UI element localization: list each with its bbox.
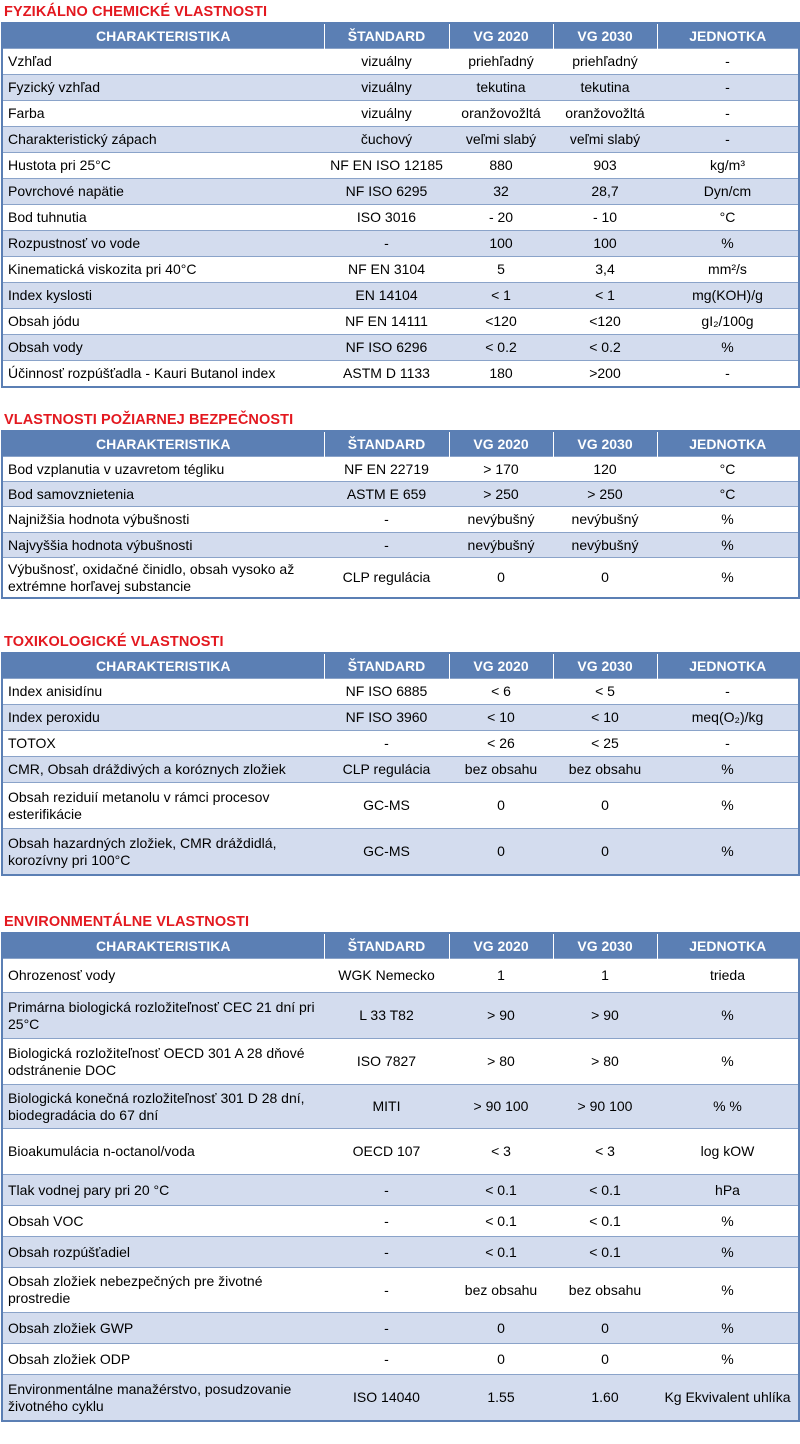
cell-unit: - bbox=[657, 731, 799, 757]
cell-standard: ISO 7827 bbox=[324, 1039, 449, 1085]
table-row bbox=[2, 1039, 799, 1085]
cell-unit: mg(KOH)/g bbox=[657, 283, 799, 309]
cell-characteristic: Výbušnosť, oxidačné činidlo, obsah vysoko až extrémne horľavej substancie bbox=[2, 558, 324, 599]
cell-characteristic: Obsah VOC bbox=[2, 1206, 324, 1237]
cell-vg2030: - 10 bbox=[553, 205, 657, 231]
cell-vg2020: > 80 bbox=[449, 1039, 553, 1085]
cell-vg2020: < 26 bbox=[449, 731, 553, 757]
cell-vg2030: > 250 bbox=[553, 482, 657, 507]
cell-vg2020: < 10 bbox=[449, 705, 553, 731]
cell-standard: CLP regulácia bbox=[324, 558, 449, 599]
table-row bbox=[2, 959, 799, 993]
table-row bbox=[2, 309, 799, 335]
column-header-unit: JEDNOTKA bbox=[657, 23, 799, 49]
table-row bbox=[2, 335, 799, 361]
column-header-vg2020: VG 2020 bbox=[449, 431, 553, 457]
cell-characteristic: Primárna biologická rozložiteľnosť CEC 21 dní pri 25°C bbox=[2, 993, 324, 1039]
table-row bbox=[2, 679, 799, 705]
cell-unit: % bbox=[657, 783, 799, 829]
cell-vg2020: 0 bbox=[449, 558, 553, 599]
section-title: VLASTNOSTI POŽIARNEJ BEZPEČNOSTI bbox=[4, 412, 294, 428]
cell-unit: °C bbox=[657, 205, 799, 231]
table-row bbox=[2, 283, 799, 309]
column-header-standard: ŠTANDARD bbox=[324, 431, 449, 457]
cell-standard: čuchový bbox=[324, 127, 449, 153]
cell-standard: GC-MS bbox=[324, 829, 449, 876]
section-toxicological bbox=[0, 632, 800, 876]
cell-characteristic: Kinematická viskozita pri 40°C bbox=[2, 257, 324, 283]
cell-vg2030: <120 bbox=[553, 309, 657, 335]
cell-vg2020: < 0.1 bbox=[449, 1206, 553, 1237]
cell-characteristic: Účinnosť rozpúšťadla - Kauri Butanol index bbox=[2, 361, 324, 388]
cell-standard: NF ISO 6296 bbox=[324, 335, 449, 361]
cell-vg2030: < 25 bbox=[553, 731, 657, 757]
cell-standard: - bbox=[324, 731, 449, 757]
cell-standard: NF EN ISO 12185 bbox=[324, 153, 449, 179]
cell-vg2020: veľmi slabý bbox=[449, 127, 553, 153]
cell-characteristic: Biologická konečná rozložiteľnosť 301 D 28 dní, biodegradácia do 67 dní bbox=[2, 1085, 324, 1129]
section-title: FYZIKÁLNO CHEMICKÉ VLASTNOSTI bbox=[4, 4, 268, 20]
column-header-unit: JEDNOTKA bbox=[657, 431, 799, 457]
section-fire-safety bbox=[0, 410, 800, 599]
cell-standard: - bbox=[324, 1268, 449, 1313]
cell-unit: - bbox=[657, 679, 799, 705]
cell-vg2020: > 250 bbox=[449, 482, 553, 507]
cell-vg2020: 1 bbox=[449, 959, 553, 993]
cell-vg2030: > 80 bbox=[553, 1039, 657, 1085]
cell-vg2020: 880 bbox=[449, 153, 553, 179]
cell-vg2030: < 3 bbox=[553, 1129, 657, 1175]
table-row bbox=[2, 1085, 799, 1129]
table-row bbox=[2, 127, 799, 153]
table-row bbox=[2, 1175, 799, 1206]
table-row bbox=[2, 783, 799, 829]
cell-characteristic: Obsah hazardných zložiek, CMR dráždidlá, korozívny pri 100°C bbox=[2, 829, 324, 876]
table-row bbox=[2, 1344, 799, 1375]
cell-characteristic: Vzhľad bbox=[2, 49, 324, 75]
table-row bbox=[2, 457, 799, 482]
cell-vg2030: 1 bbox=[553, 959, 657, 993]
table-header-row bbox=[2, 431, 799, 457]
column-header-standard: ŠTANDARD bbox=[324, 23, 449, 49]
cell-unit: meq(O₂)/kg bbox=[657, 705, 799, 731]
cell-characteristic: Bioakumulácia n-octanol/voda bbox=[2, 1129, 324, 1175]
table-row bbox=[2, 1206, 799, 1237]
cell-characteristic: TOTOX bbox=[2, 731, 324, 757]
cell-unit: - bbox=[657, 361, 799, 388]
cell-unit: % bbox=[657, 1237, 799, 1268]
cell-vg2020: nevýbušný bbox=[449, 533, 553, 558]
cell-standard: ISO 14040 bbox=[324, 1375, 449, 1422]
cell-vg2030: > 90 bbox=[553, 993, 657, 1039]
properties-table bbox=[1, 430, 800, 599]
table-row bbox=[2, 993, 799, 1039]
cell-standard: NF ISO 6885 bbox=[324, 679, 449, 705]
column-header-vg2030: VG 2030 bbox=[553, 653, 657, 679]
cell-unit: Dyn/cm bbox=[657, 179, 799, 205]
cell-vg2020: 180 bbox=[449, 361, 553, 388]
cell-unit: trieda bbox=[657, 959, 799, 993]
cell-vg2030: < 0.1 bbox=[553, 1237, 657, 1268]
cell-vg2030: nevýbušný bbox=[553, 507, 657, 533]
cell-vg2020: - 20 bbox=[449, 205, 553, 231]
cell-unit: kg/m³ bbox=[657, 153, 799, 179]
cell-standard: - bbox=[324, 507, 449, 533]
table-row bbox=[2, 705, 799, 731]
table-row bbox=[2, 101, 799, 127]
cell-characteristic: Tlak vodnej pary pri 20 °C bbox=[2, 1175, 324, 1206]
cell-vg2020: 0 bbox=[449, 1313, 553, 1344]
cell-vg2030: 0 bbox=[553, 829, 657, 876]
column-header-vg2020: VG 2020 bbox=[449, 23, 553, 49]
cell-vg2020: < 0.2 bbox=[449, 335, 553, 361]
cell-characteristic: Index anisidínu bbox=[2, 679, 324, 705]
cell-vg2020: 0 bbox=[449, 1344, 553, 1375]
cell-vg2030: < 0.1 bbox=[553, 1175, 657, 1206]
cell-unit: - bbox=[657, 75, 799, 101]
cell-vg2020: tekutina bbox=[449, 75, 553, 101]
cell-characteristic: Bod vzplanutia v uzavretom tégliku bbox=[2, 457, 324, 482]
cell-vg2020: priehľadný bbox=[449, 49, 553, 75]
cell-vg2020: < 3 bbox=[449, 1129, 553, 1175]
column-header-vg2030: VG 2030 bbox=[553, 431, 657, 457]
cell-vg2030: veľmi slabý bbox=[553, 127, 657, 153]
table-row bbox=[2, 179, 799, 205]
table-row bbox=[2, 49, 799, 75]
cell-unit: % bbox=[657, 1268, 799, 1313]
cell-standard: - bbox=[324, 1175, 449, 1206]
column-header-characteristic: CHARAKTERISTIKA bbox=[2, 431, 324, 457]
cell-vg2030: priehľadný bbox=[553, 49, 657, 75]
column-header-unit: JEDNOTKA bbox=[657, 933, 799, 959]
cell-characteristic: Najvyššia hodnota výbušnosti bbox=[2, 533, 324, 558]
cell-standard: WGK Nemecko bbox=[324, 959, 449, 993]
cell-vg2020: bez obsahu bbox=[449, 1268, 553, 1313]
cell-characteristic: Charakteristický zápach bbox=[2, 127, 324, 153]
cell-characteristic: Obsah zložiek nebezpečných pre životné prostredie bbox=[2, 1268, 324, 1313]
cell-standard: OECD 107 bbox=[324, 1129, 449, 1175]
cell-characteristic: Obsah zložiek ODP bbox=[2, 1344, 324, 1375]
cell-characteristic: Bod samovznietenia bbox=[2, 482, 324, 507]
cell-unit: % bbox=[657, 993, 799, 1039]
cell-characteristic: Hustota pri 25°C bbox=[2, 153, 324, 179]
section-title: TOXIKOLOGICKÉ VLASTNOSTI bbox=[4, 634, 224, 650]
cell-unit: % bbox=[657, 231, 799, 257]
cell-standard: NF EN 14111 bbox=[324, 309, 449, 335]
cell-standard: CLP regulácia bbox=[324, 757, 449, 783]
cell-vg2020: <120 bbox=[449, 309, 553, 335]
cell-vg2030: < 0.2 bbox=[553, 335, 657, 361]
cell-unit: - bbox=[657, 49, 799, 75]
cell-unit: °C bbox=[657, 457, 799, 482]
table-row bbox=[2, 153, 799, 179]
cell-standard: NF ISO 3960 bbox=[324, 705, 449, 731]
table-row bbox=[2, 257, 799, 283]
cell-vg2030: < 0.1 bbox=[553, 1206, 657, 1237]
section-physico-chemical bbox=[0, 2, 800, 388]
table-row bbox=[2, 829, 799, 876]
properties-table bbox=[1, 932, 800, 1422]
table-header-row bbox=[2, 933, 799, 959]
table-header-row bbox=[2, 653, 799, 679]
cell-unit: % bbox=[657, 1206, 799, 1237]
table-row bbox=[2, 231, 799, 257]
cell-characteristic: Ohrozenosť vody bbox=[2, 959, 324, 993]
column-header-characteristic: CHARAKTERISTIKA bbox=[2, 23, 324, 49]
column-header-vg2020: VG 2020 bbox=[449, 933, 553, 959]
cell-vg2020: < 0.1 bbox=[449, 1175, 553, 1206]
column-header-characteristic: CHARAKTERISTIKA bbox=[2, 653, 324, 679]
cell-standard: - bbox=[324, 533, 449, 558]
cell-characteristic: Index kyslosti bbox=[2, 283, 324, 309]
table-row bbox=[2, 75, 799, 101]
cell-unit: Kg Ekvivalent uhlíka bbox=[657, 1375, 799, 1422]
cell-standard: NF EN 22719 bbox=[324, 457, 449, 482]
column-header-standard: ŠTANDARD bbox=[324, 933, 449, 959]
cell-vg2020: < 1 bbox=[449, 283, 553, 309]
cell-standard: vizuálny bbox=[324, 75, 449, 101]
cell-characteristic: Environmentálne manažérstvo, posudzovanie životného cyklu bbox=[2, 1375, 324, 1422]
cell-vg2020: 5 bbox=[449, 257, 553, 283]
column-header-vg2020: VG 2020 bbox=[449, 653, 553, 679]
cell-vg2030: 120 bbox=[553, 457, 657, 482]
cell-standard: vizuálny bbox=[324, 101, 449, 127]
cell-vg2030: 0 bbox=[553, 558, 657, 599]
cell-vg2030: > 90 100 bbox=[553, 1085, 657, 1129]
section-title: ENVIRONMENTÁLNE VLASTNOSTI bbox=[4, 914, 250, 930]
cell-unit: % bbox=[657, 507, 799, 533]
cell-characteristic: CMR, Obsah dráždivých a koróznych zložiek bbox=[2, 757, 324, 783]
cell-characteristic: Obsah reziduií metanolu v rámci procesov esterifikácie bbox=[2, 783, 324, 829]
cell-unit: % % bbox=[657, 1085, 799, 1129]
cell-vg2030: < 5 bbox=[553, 679, 657, 705]
cell-vg2030: < 10 bbox=[553, 705, 657, 731]
cell-unit: mm²/s bbox=[657, 257, 799, 283]
cell-standard: EN 14104 bbox=[324, 283, 449, 309]
column-header-standard: ŠTANDARD bbox=[324, 653, 449, 679]
cell-characteristic: Index peroxidu bbox=[2, 705, 324, 731]
cell-vg2020: > 170 bbox=[449, 457, 553, 482]
section-environmental bbox=[0, 912, 800, 1422]
cell-standard: NF EN 3104 bbox=[324, 257, 449, 283]
cell-characteristic: Obsah jódu bbox=[2, 309, 324, 335]
cell-unit: % bbox=[657, 829, 799, 876]
table-row bbox=[2, 1237, 799, 1268]
table-row bbox=[2, 482, 799, 507]
cell-characteristic: Obsah zložiek GWP bbox=[2, 1313, 324, 1344]
properties-table bbox=[1, 22, 800, 388]
cell-standard: vizuálny bbox=[324, 49, 449, 75]
table-row bbox=[2, 1313, 799, 1344]
table-row bbox=[2, 205, 799, 231]
cell-vg2030: >200 bbox=[553, 361, 657, 388]
cell-vg2020: nevýbušný bbox=[449, 507, 553, 533]
cell-standard: - bbox=[324, 1344, 449, 1375]
cell-standard: NF ISO 6295 bbox=[324, 179, 449, 205]
table-row bbox=[2, 731, 799, 757]
cell-vg2020: 100 bbox=[449, 231, 553, 257]
table-header-row bbox=[2, 23, 799, 49]
cell-standard: L 33 T82 bbox=[324, 993, 449, 1039]
cell-standard: - bbox=[324, 231, 449, 257]
cell-vg2030: 0 bbox=[553, 1344, 657, 1375]
cell-vg2030: bez obsahu bbox=[553, 1268, 657, 1313]
cell-unit: % bbox=[657, 335, 799, 361]
table-row bbox=[2, 757, 799, 783]
cell-standard: ISO 3016 bbox=[324, 205, 449, 231]
cell-vg2020: bez obsahu bbox=[449, 757, 553, 783]
cell-vg2030: 3,4 bbox=[553, 257, 657, 283]
cell-unit: % bbox=[657, 533, 799, 558]
column-header-characteristic: CHARAKTERISTIKA bbox=[2, 933, 324, 959]
cell-standard: - bbox=[324, 1237, 449, 1268]
column-header-unit: JEDNOTKA bbox=[657, 653, 799, 679]
cell-unit: - bbox=[657, 101, 799, 127]
column-header-vg2030: VG 2030 bbox=[553, 933, 657, 959]
cell-characteristic: Najnižšia hodnota výbušnosti bbox=[2, 507, 324, 533]
cell-standard: ASTM E 659 bbox=[324, 482, 449, 507]
cell-vg2030: tekutina bbox=[553, 75, 657, 101]
cell-unit: % bbox=[657, 1039, 799, 1085]
cell-unit: gI₂/100g bbox=[657, 309, 799, 335]
cell-characteristic: Rozpustnosť vo vode bbox=[2, 231, 324, 257]
table-row bbox=[2, 1129, 799, 1175]
cell-vg2020: 0 bbox=[449, 783, 553, 829]
table-row bbox=[2, 507, 799, 533]
cell-unit: hPa bbox=[657, 1175, 799, 1206]
column-header-vg2030: VG 2030 bbox=[553, 23, 657, 49]
cell-vg2020: < 0.1 bbox=[449, 1237, 553, 1268]
cell-vg2030: 0 bbox=[553, 1313, 657, 1344]
cell-vg2020: 1.55 bbox=[449, 1375, 553, 1422]
cell-vg2030: < 1 bbox=[553, 283, 657, 309]
table-row bbox=[2, 1375, 799, 1422]
cell-standard: - bbox=[324, 1313, 449, 1344]
cell-unit: - bbox=[657, 127, 799, 153]
cell-vg2030: 0 bbox=[553, 783, 657, 829]
table-row bbox=[2, 533, 799, 558]
table-row bbox=[2, 558, 799, 599]
cell-characteristic: Obsah vody bbox=[2, 335, 324, 361]
cell-characteristic: Obsah rozpúšťadiel bbox=[2, 1237, 324, 1268]
cell-unit: °C bbox=[657, 482, 799, 507]
cell-standard: - bbox=[324, 1206, 449, 1237]
cell-vg2030: nevýbušný bbox=[553, 533, 657, 558]
cell-vg2020: < 6 bbox=[449, 679, 553, 705]
cell-vg2030: 1.60 bbox=[553, 1375, 657, 1422]
cell-vg2030: 28,7 bbox=[553, 179, 657, 205]
cell-standard: GC-MS bbox=[324, 783, 449, 829]
cell-standard: MITI bbox=[324, 1085, 449, 1129]
cell-unit: % bbox=[657, 1344, 799, 1375]
cell-characteristic: Farba bbox=[2, 101, 324, 127]
cell-vg2020: 0 bbox=[449, 829, 553, 876]
cell-characteristic: Bod tuhnutia bbox=[2, 205, 324, 231]
cell-unit: log kOW bbox=[657, 1129, 799, 1175]
cell-unit: % bbox=[657, 757, 799, 783]
table-row bbox=[2, 1268, 799, 1313]
cell-unit: % bbox=[657, 558, 799, 599]
cell-characteristic: Biologická rozložiteľnosť OECD 301 A 28 dňové odstránenie DOC bbox=[2, 1039, 324, 1085]
cell-vg2020: > 90 100 bbox=[449, 1085, 553, 1129]
properties-table bbox=[1, 652, 800, 876]
cell-vg2020: oranžovožltá bbox=[449, 101, 553, 127]
cell-vg2030: oranžovožltá bbox=[553, 101, 657, 127]
table-row bbox=[2, 361, 799, 388]
cell-vg2020: 32 bbox=[449, 179, 553, 205]
cell-characteristic: Povrchové napätie bbox=[2, 179, 324, 205]
cell-characteristic: Fyzický vzhľad bbox=[2, 75, 324, 101]
cell-unit: % bbox=[657, 1313, 799, 1344]
cell-vg2020: > 90 bbox=[449, 993, 553, 1039]
cell-standard: ASTM D 1133 bbox=[324, 361, 449, 388]
cell-vg2030: 903 bbox=[553, 153, 657, 179]
cell-vg2030: 100 bbox=[553, 231, 657, 257]
cell-vg2030: bez obsahu bbox=[553, 757, 657, 783]
